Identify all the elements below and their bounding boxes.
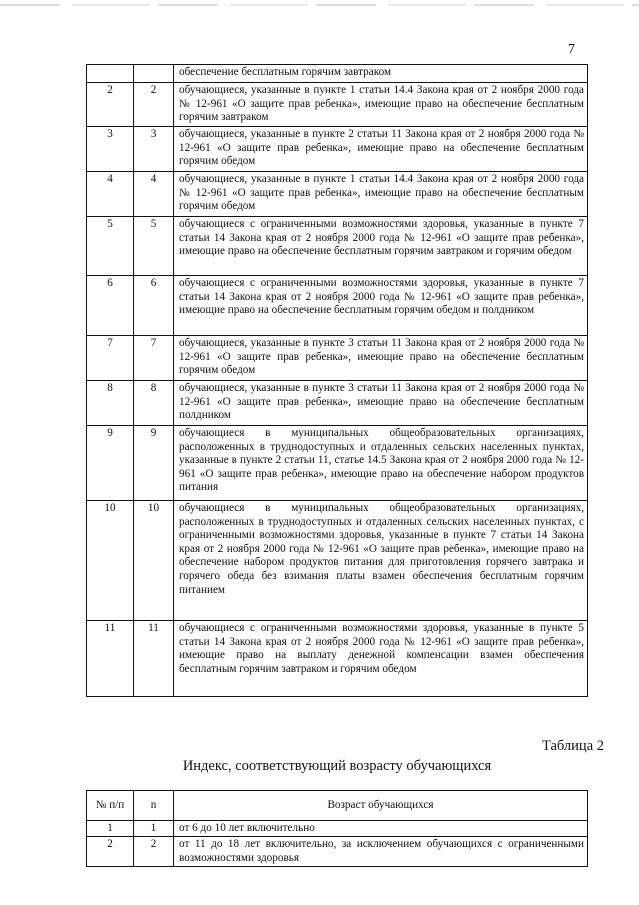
row-code: 9 <box>134 426 174 501</box>
table-row <box>87 426 588 501</box>
table-row <box>87 83 588 127</box>
table-2-caption: Таблица 2 <box>541 738 604 754</box>
table-row <box>87 127 588 172</box>
row-number: 10 <box>87 501 134 621</box>
table-row <box>87 501 588 621</box>
row-description: обучающиеся с ограниченными возможностями здоровья, указанные в пункте 5 статьи 14 Закона края от 2 ноября 2000 года № 12-961 «О защите прав ребенка», имеющие право на выплату денежной компенсации взамен обеспечения бесплатным горячим завтраком и горячим обедом <box>174 621 588 697</box>
row-code: 4 <box>134 172 174 217</box>
row-description: обучающиеся в муниципальных общеобразовательных организациях, расположенных в труднодоступных и отдаленных сельских населенных пунктах, указанные в пункте 2 статьи 11, статье 14.5 Закона края от 2 ноября 2000 года № 12-961 «О защите прав ребенка», имеющие право на обеспечение набором продуктов питания <box>174 426 588 501</box>
row-number: 6 <box>87 276 134 336</box>
row-description: от 11 до 18 лет включительно, за исключением обучающихся с ограниченными возможностями здоровья <box>174 837 588 867</box>
table-row <box>87 276 588 336</box>
row-description: обучающиеся, указанные в пункте 3 статьи 11 Закона края от 2 ноября 2000 года № 12-961 «О защите прав ребенка», имеющие право на обеспечение бесплатным полдником <box>174 381 588 426</box>
row-number: 9 <box>87 426 134 501</box>
row-code: 3 <box>134 127 174 172</box>
table-row <box>87 217 588 276</box>
row-code: 7 <box>134 336 174 381</box>
row-description: обеспечение бесплатным горячим завтраком <box>174 65 588 83</box>
row-code: 6 <box>134 276 174 336</box>
row-code: 2 <box>134 837 174 867</box>
table-row <box>87 381 588 426</box>
row-number: 4 <box>87 172 134 217</box>
row-description: обучающиеся в муниципальных общеобразовательных организациях, расположенных в труднодоступных и отдаленных сельских населенных пунктах, с ограниченными возможностями здоровья, указанные в пункте 7 статьи 14 Закона края от 2 ноября 2000 года № 12-961 «О защите прав ребенка», имеющие право на обеспечение набором продуктов питания для приготовления горячего завтрака и горячего обеда без взимания платы взамен обеспечения бесплатным горячим питанием <box>174 501 588 621</box>
row-number: 3 <box>87 127 134 172</box>
row-number: 11 <box>87 621 134 697</box>
table-2 <box>86 790 588 867</box>
row-code: 10 <box>134 501 174 621</box>
row-description: обучающиеся, указанные в пункте 2 статьи 11 Закона края от 2 ноября 2000 года № 12-961 «О защите прав ребенка», имеющие право на обеспечение бесплатным горячим обедом <box>174 127 588 172</box>
table-2-header-row <box>87 791 588 821</box>
header-code: n <box>134 791 174 821</box>
table-row <box>87 65 588 83</box>
row-description: от 6 до 10 лет включительно <box>174 821 588 837</box>
table-1 <box>86 64 588 697</box>
row-code: 11 <box>134 621 174 697</box>
row-description: обучающиеся, указанные в пункте 1 статьи 14.4 Закона края от 2 ноября 2000 года № 12-961 «О защите прав ребенка», имеющие право на обеспечение бесплатным горячим завтраком <box>174 83 588 127</box>
row-description: обучающиеся с ограниченными возможностями здоровья, указанные в пункте 7 статьи 14 Закона края от 2 ноября 2000 года № 12-961 «О защите прав ребенка», имеющие право на обеспечение бесплатным горячим завтраком и горячим обедом <box>174 217 588 276</box>
table-row <box>87 821 588 837</box>
header-age: Возраст обучающихся <box>174 791 588 821</box>
row-description: обучающиеся, указанные в пункте 3 статьи 11 Закона края от 2 ноября 2000 года № 12-961 «О защите прав ребенка», имеющие право на обеспечение бесплатным горячим обедом <box>174 336 588 381</box>
row-number: 2 <box>87 83 134 127</box>
row-number <box>87 65 134 83</box>
table-2-title: Индекс, соответствующий возрасту обучающихся <box>182 758 492 774</box>
table-row <box>87 336 588 381</box>
row-number: 7 <box>87 336 134 381</box>
row-code: 8 <box>134 381 174 426</box>
row-code <box>134 65 174 83</box>
table-1-body <box>87 65 588 697</box>
row-description: обучающиеся, указанные в пункте 1 статьи 14.4 Закона края от 2 ноября 2000 года № 12-961 «О защите прав ребенка», имеющие право на обеспечение бесплатным горячим обедом <box>174 172 588 217</box>
table-row <box>87 837 588 867</box>
table-row <box>87 172 588 217</box>
scan-top-edge <box>0 4 639 6</box>
row-code: 5 <box>134 217 174 276</box>
row-description: обучающиеся с ограниченными возможностями здоровья, указанные в пункте 7 статьи 14 Закона края от 2 ноября 2000 года № 12-961 «О защите прав ребенка», имеющие право на обеспечение бесплатным горячим обедом и полдником <box>174 276 588 336</box>
row-number: 2 <box>87 837 134 867</box>
row-code: 2 <box>134 83 174 127</box>
row-number: 5 <box>87 217 134 276</box>
row-code: 1 <box>134 821 174 837</box>
page-number: 7 <box>568 42 575 57</box>
header-num: № п/п <box>87 791 134 821</box>
row-number: 8 <box>87 381 134 426</box>
table-row <box>87 621 588 697</box>
row-number: 1 <box>87 821 134 837</box>
